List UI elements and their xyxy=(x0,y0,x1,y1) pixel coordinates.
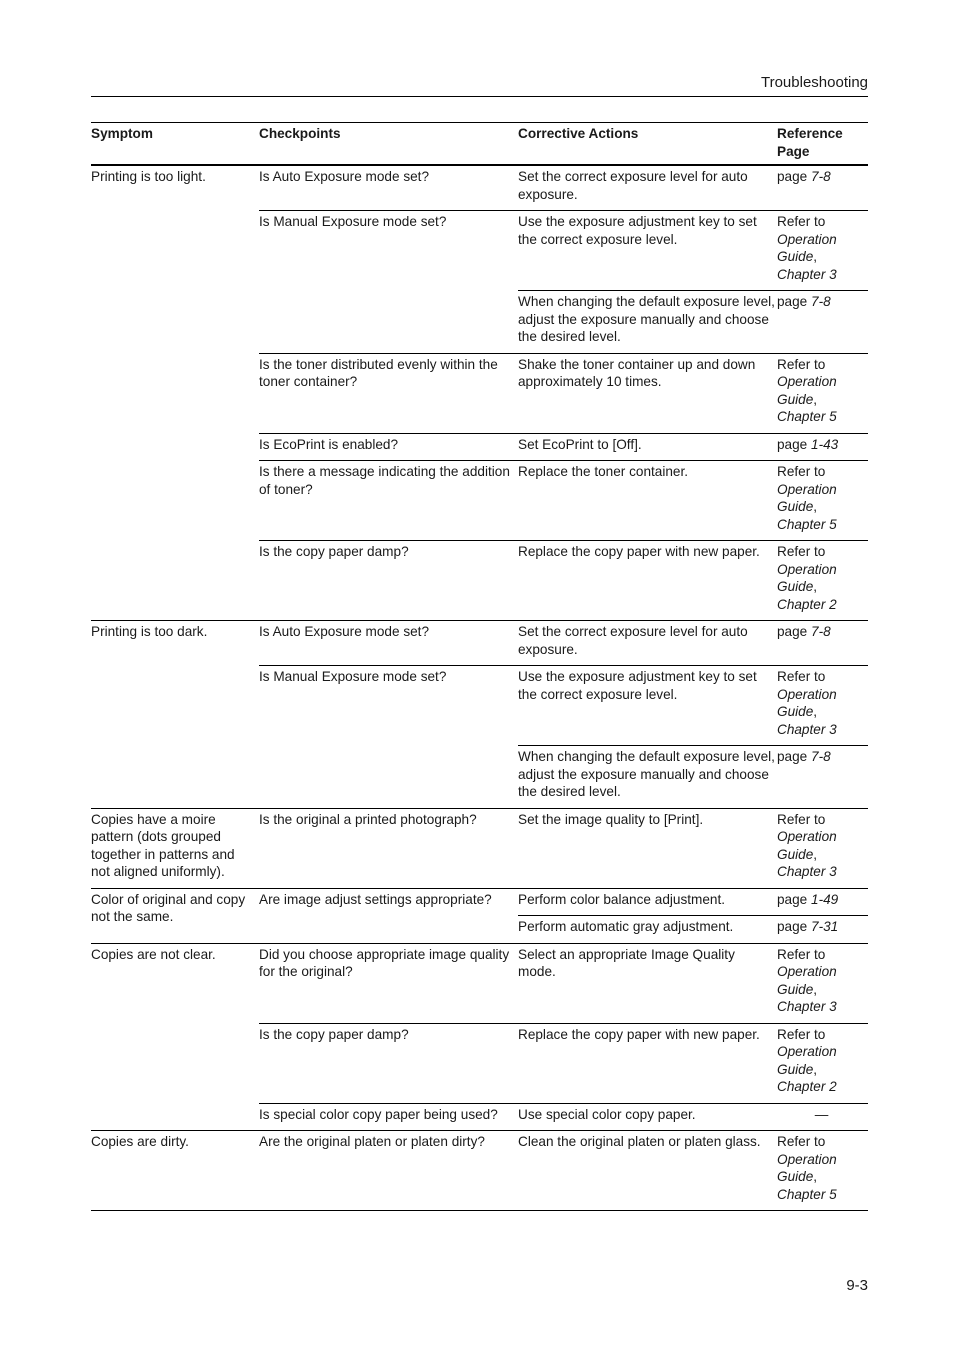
reference-chapter: Chapter 3 xyxy=(777,721,837,737)
checkpoint-cell: Is the copy paper damp? xyxy=(259,541,518,621)
checkpoint-cell: Is Auto Exposure mode set? xyxy=(259,169,430,184)
table-row xyxy=(91,1131,868,1211)
reference-suffix: , xyxy=(813,704,818,719)
reference-prefix: page xyxy=(777,891,812,907)
table-row xyxy=(91,808,868,888)
reference-prefix: Refer to xyxy=(777,1134,826,1149)
reference-prefix: Refer to xyxy=(777,464,826,479)
corrective-action-cell: When changing the default exposure level, adjust the exposure manually and choose the desired level. xyxy=(518,291,777,354)
reference-page: 1-49 xyxy=(811,891,839,907)
reference-page-cell xyxy=(777,433,868,461)
reference-chapter: Chapter 3 xyxy=(777,999,837,1014)
reference-page-cell xyxy=(777,746,868,809)
table-header-row xyxy=(91,123,868,166)
table-row xyxy=(91,943,868,1023)
reference-suffix: , xyxy=(813,391,818,407)
reference-guide: Operation Guide xyxy=(777,481,837,514)
reference-page-cell xyxy=(777,1131,868,1211)
reference-prefix: Refer to xyxy=(777,356,826,372)
reference-prefix: page xyxy=(777,436,812,452)
page-number: 9-3 xyxy=(846,1277,868,1294)
reference-page-cell xyxy=(777,291,868,354)
reference-prefix: page xyxy=(777,919,812,934)
reference-chapter: Chapter 3 xyxy=(777,864,837,879)
corrective-action-cell: Use special color copy paper. xyxy=(518,1103,777,1131)
reference-prefix: page xyxy=(777,169,812,184)
reference-prefix: Refer to xyxy=(777,946,826,962)
reference-page-cell xyxy=(777,211,868,291)
reference-chapter: Chapter 2 xyxy=(777,596,837,612)
reference-guide: Operation Guide xyxy=(777,1044,837,1077)
corrective-action-cell: Perform color balance adjustment. xyxy=(518,888,777,916)
reference-prefix: Refer to xyxy=(777,811,826,827)
reference-page-cell xyxy=(777,621,868,666)
column-header-reference-page: Reference Page xyxy=(777,123,868,166)
checkpoint-cell: Is Manual Exposure mode set? xyxy=(259,211,518,354)
reference-suffix: , xyxy=(813,499,818,514)
table-row xyxy=(91,888,868,916)
column-header-corrective-actions: Corrective Actions xyxy=(518,123,777,166)
corrective-action-cell: Set the correct exposure level for auto exposure. xyxy=(518,169,748,202)
reference-chapter: Chapter 5 xyxy=(777,1186,837,1202)
symptom-cell: Copies are not clear. xyxy=(91,943,259,1131)
checkpoint-cell: Is the original a printed photograph? xyxy=(259,808,518,888)
corrective-action-cell: Use the exposure adjustment key to set the correct exposure level. xyxy=(518,211,777,291)
symptom-cell: Printing is too light. xyxy=(91,169,206,184)
checkpoint-cell: Is the copy paper damp? xyxy=(259,1023,518,1103)
corrective-action-cell: Shake the toner container up and down approximately 10 times. xyxy=(518,353,777,433)
reference-page-cell xyxy=(777,541,868,621)
table-row xyxy=(91,165,868,211)
reference-prefix: Refer to xyxy=(777,214,826,229)
reference-guide: Operation Guide xyxy=(777,1151,837,1184)
symptom-cell: Copies have a moire pattern (dots grouped together in patterns and not aligned uniformly). xyxy=(91,808,259,888)
reference-suffix: , xyxy=(813,579,818,594)
reference-page-cell xyxy=(777,888,868,916)
reference-guide: Operation Guide xyxy=(777,231,837,264)
corrective-action-cell: When changing the default exposure level, adjust the exposure manually and choose the desired level. xyxy=(518,746,777,809)
reference-suffix: , xyxy=(813,1169,818,1184)
reference-page: 7-8 xyxy=(811,294,831,309)
reference-prefix: Refer to xyxy=(777,1026,826,1042)
column-header-symptom: Symptom xyxy=(91,123,259,166)
corrective-action-cell: Clean the original platen or platen glass. xyxy=(518,1131,777,1211)
reference-page-cell xyxy=(777,165,868,211)
reference-prefix: Refer to xyxy=(777,544,826,559)
reference-prefix: Refer to xyxy=(777,669,826,684)
corrective-action-cell: Replace the copy paper with new paper. xyxy=(518,541,777,621)
checkpoint-cell: Are the original platen or platen dirty? xyxy=(259,1131,518,1211)
corrective-action-cell: Use the exposure adjustment key to set the correct exposure level. xyxy=(518,666,777,746)
reference-guide: Operation Guide xyxy=(777,829,837,862)
checkpoint-cell: Is special color copy paper being used? xyxy=(259,1103,518,1131)
reference-chapter: Chapter 5 xyxy=(777,409,837,424)
reference-prefix: page xyxy=(777,749,812,764)
reference-page-cell xyxy=(777,461,868,541)
checkpoint-cell: Are image adjust settings appropriate? xyxy=(259,888,518,943)
checkpoint-cell: Is the toner distributed evenly within the toner container? xyxy=(259,353,518,433)
reference-prefix: page xyxy=(777,624,812,639)
corrective-action-cell: Set EcoPrint to [Off]. xyxy=(518,433,777,461)
reference-prefix: page xyxy=(777,294,812,309)
reference-guide: Operation Guide xyxy=(777,964,837,997)
reference-page-cell xyxy=(777,1023,868,1103)
corrective-action-cell: Replace the toner container. xyxy=(518,461,777,541)
checkpoint-cell: Is Manual Exposure mode set? xyxy=(259,666,518,809)
page-header xyxy=(91,72,868,97)
table-row xyxy=(91,621,868,666)
reference-suffix: , xyxy=(813,846,818,862)
reference-guide: Operation Guide xyxy=(777,561,837,594)
reference-suffix: , xyxy=(813,981,818,997)
reference-page-cell xyxy=(777,808,868,888)
reference-suffix: , xyxy=(813,1061,818,1077)
reference-guide: Operation Guide xyxy=(777,686,837,719)
reference-chapter: Chapter 2 xyxy=(777,1079,837,1094)
reference-page-cell xyxy=(777,666,868,746)
corrective-action-cell: Replace the copy paper with new paper. xyxy=(518,1023,777,1103)
checkpoint-cell: Is EcoPrint is enabled? xyxy=(259,433,518,461)
checkpoint-cell: Did you choose appropriate image quality for the original? xyxy=(259,943,518,1023)
symptom-cell: Printing is too dark. xyxy=(91,621,259,809)
table-body xyxy=(91,165,868,1211)
reference-chapter: Chapter 5 xyxy=(777,516,837,532)
reference-page: 7-8 xyxy=(811,749,831,764)
corrective-action-cell: Select an appropriate Image Quality mode. xyxy=(518,943,777,1023)
reference-guide: Operation Guide xyxy=(777,374,837,407)
reference-page: 7-8 xyxy=(811,169,831,184)
reference-page-cell: — xyxy=(777,1103,868,1131)
corrective-action-cell: Set the correct exposure level for auto exposure. xyxy=(518,621,777,666)
symptom-cell: Color of original and copy not the same. xyxy=(91,888,259,943)
reference-page: 7-31 xyxy=(811,919,839,934)
checkpoint-cell: Is Auto Exposure mode set? xyxy=(259,621,518,666)
reference-suffix: , xyxy=(813,249,818,264)
reference-page-cell xyxy=(777,353,868,433)
corrective-action-cell: Set the image quality to [Print]. xyxy=(518,808,777,888)
reference-page-cell xyxy=(777,943,868,1023)
symptom-cell: Copies are dirty. xyxy=(91,1131,259,1211)
reference-page: 7-8 xyxy=(811,624,831,639)
reference-chapter: Chapter 3 xyxy=(777,266,837,282)
reference-page: 1-43 xyxy=(811,436,839,452)
reference-page-cell xyxy=(777,916,868,944)
column-header-checkpoints: Checkpoints xyxy=(259,123,518,166)
corrective-action-cell: Perform automatic gray adjustment. xyxy=(518,916,777,944)
troubleshooting-table xyxy=(91,122,868,1211)
checkpoint-cell: Is there a message indicating the addition of toner? xyxy=(259,461,518,541)
page-header-title: Troubleshooting xyxy=(760,74,868,91)
